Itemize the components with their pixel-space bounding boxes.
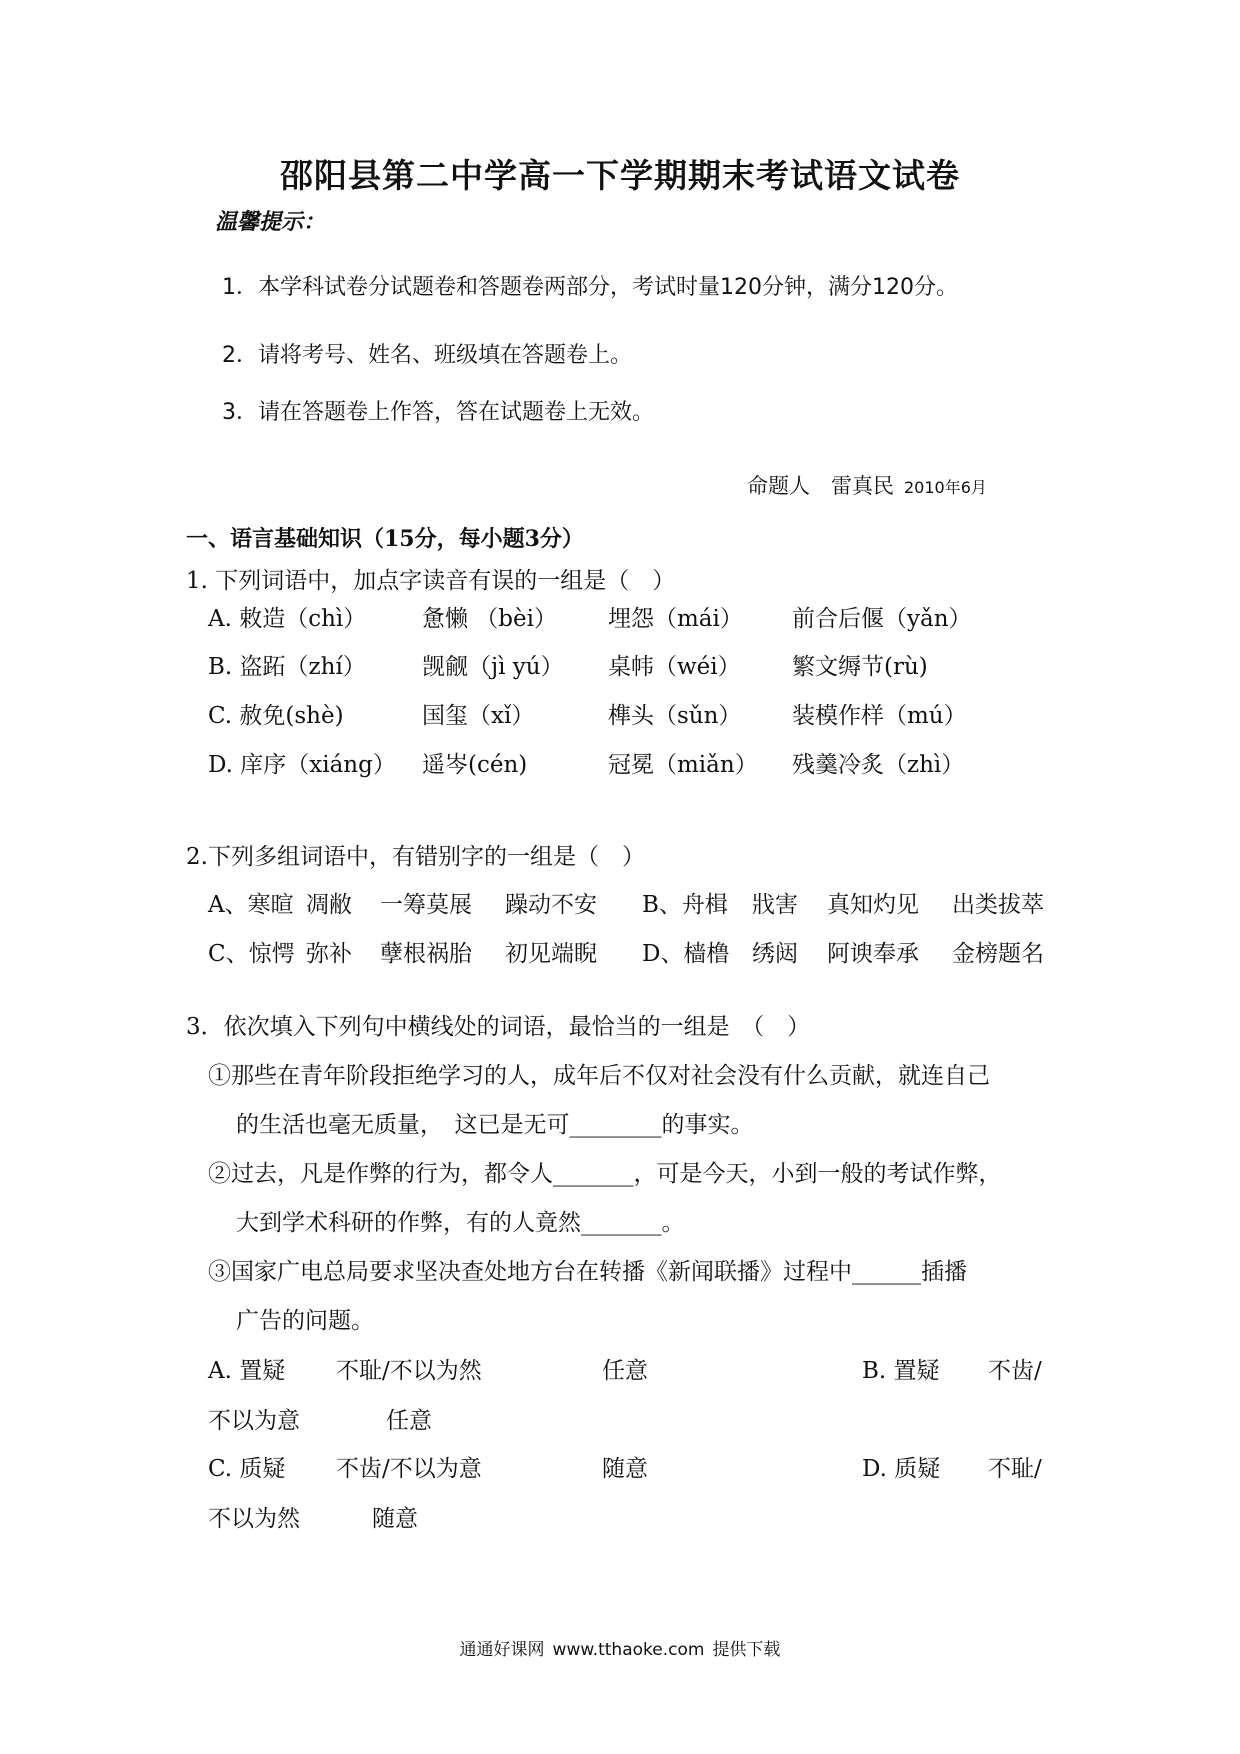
q2-row2-1: C、惊愕 bbox=[208, 941, 295, 967]
q3-stem: 3．依次填入下列句中横线处的词语，最恰当的一组是 （ ） bbox=[186, 1014, 811, 1040]
q3-option-a-3: 任意 bbox=[602, 1358, 648, 1384]
q2-row2-8: 金榜题名 bbox=[952, 941, 1044, 967]
footer-site-name: 通通好课网 bbox=[459, 1640, 545, 1660]
q2-stem: 2.下列多组词语中，有错别字的一组是（ ） bbox=[186, 844, 645, 870]
q2-row2-4: 初见端睨 bbox=[505, 941, 597, 967]
q3-option-a-2: 不耻/不以为然 bbox=[336, 1358, 482, 1384]
footer-note: 提供下载 bbox=[712, 1640, 781, 1660]
exam-title: 邵阳县第二中学高一下学期期末考试语文试卷 bbox=[280, 156, 960, 195]
q1-row-c-2: 国玺（xǐ） bbox=[422, 703, 535, 729]
q2-row2-3: 孽根祸胎 bbox=[380, 941, 472, 967]
q2-row1-8: 出类拔萃 bbox=[952, 892, 1044, 918]
q2-row2-2: 弥补 bbox=[306, 941, 352, 967]
footer-url[interactable]: www.tthaoke.com bbox=[552, 1640, 705, 1660]
q1-row-d-1: D. 庠序（xiáng） bbox=[208, 752, 396, 778]
q2-row1-7: 真知灼见 bbox=[827, 892, 919, 918]
note-3: 3．请在答题卷上作答，答在试题卷上无效。 bbox=[222, 400, 654, 425]
q3-sentence-3b: 广告的问题。 bbox=[236, 1308, 374, 1334]
q3-option-c-1: C. 质疑 bbox=[208, 1456, 286, 1482]
section-heading: 一、语言基础知识（15分，每小题3分） bbox=[186, 526, 584, 552]
q3-option-c-3: 随意 bbox=[602, 1456, 648, 1482]
q3-sentence-1a: ①那些在青年阶段拒绝学习的人，成年后不仅对社会没有什么贡献，就连自己 bbox=[208, 1063, 990, 1089]
q1-row-c-1: C. 赦免(shè) bbox=[208, 703, 344, 729]
q1-row-d-3: 冠冕（miǎn） bbox=[608, 752, 758, 778]
q1-row-c-3: 榫头（sǔn） bbox=[608, 703, 742, 729]
q3-option-b-4: 任意 bbox=[386, 1408, 432, 1434]
q1-row-a-1: A. 敕造（chì） bbox=[208, 606, 367, 632]
q3-option-b-1: B. 置疑 bbox=[862, 1358, 940, 1384]
q1-row-d-4: 残羹冷炙（zhì） bbox=[792, 752, 965, 778]
footer bbox=[0, 1635, 1240, 1660]
author-line bbox=[747, 470, 987, 500]
q3-option-d-3: 不以为然 bbox=[208, 1506, 300, 1532]
q1-row-b-2: 觊觎（jì yú） bbox=[422, 654, 564, 680]
q2-row2-7: 阿谀奉承 bbox=[827, 941, 919, 967]
author-label: 命题人 雷真民 bbox=[747, 474, 894, 498]
q3-option-d-2: 不耻/ bbox=[988, 1456, 1042, 1482]
q3-option-a-1: A. 置疑 bbox=[208, 1358, 286, 1384]
q3-option-b-3: 不以为意 bbox=[208, 1408, 300, 1434]
q2-row1-2: 凋敝 bbox=[306, 892, 352, 918]
q2-row1-6: 戕害 bbox=[752, 892, 798, 918]
q3-sentence-2a: ②过去，凡是作弊的行为，都令人_______，可是今天，小到一般的考试作弊， bbox=[208, 1161, 1002, 1187]
q1-row-a-2: 惫懒 （bèi） bbox=[422, 606, 558, 632]
q3-sentence-2b: 大到学术科研的作弊，有的人竟然_______。 bbox=[236, 1210, 685, 1236]
q3-option-b-2: 不齿/ bbox=[988, 1358, 1042, 1384]
q1-row-a-4: 前合后偃（yǎn） bbox=[792, 606, 972, 632]
q2-row1-1: A、寒暄 bbox=[208, 892, 294, 918]
q3-option-d-4: 随意 bbox=[372, 1506, 418, 1532]
q1-row-b-4: 繁文缛节(rù) bbox=[792, 654, 928, 680]
hint-label: 温馨提示： bbox=[215, 209, 326, 235]
q1-row-c-4: 装模作样（mú） bbox=[792, 703, 967, 729]
q2-row1-3: 一筹莫展 bbox=[380, 892, 472, 918]
q1-row-d-2: 遥岑(cén) bbox=[422, 752, 528, 778]
author-date: 2010年6月 bbox=[904, 478, 987, 497]
q3-option-c-2: 不齿/不以为意 bbox=[336, 1456, 482, 1482]
q2-row2-5: D、樯橹 bbox=[642, 941, 730, 967]
q2-row2-6: 绣闼 bbox=[752, 941, 798, 967]
q3-option-d-1: D. 质疑 bbox=[862, 1456, 941, 1482]
q1-row-a-3: 埋怨（mái） bbox=[608, 606, 743, 632]
q1-row-b-3: 桌帏（wéi） bbox=[608, 654, 741, 680]
q2-row1-5: B、舟楫 bbox=[642, 892, 728, 918]
q1-row-b-1: B. 盗跖（zhí） bbox=[208, 654, 366, 680]
q2-row1-4: 躁动不安 bbox=[505, 892, 597, 918]
note-1: 1．本学科试卷分试题卷和答题卷两部分，考试时量120分钟，满分120分。 bbox=[222, 275, 958, 300]
q3-sentence-1b: 的生活也毫无质量， 这已是无可________的事实。 bbox=[236, 1112, 754, 1138]
q1-stem: 1. 下列词语中，加点字读音有误的一组是（ ） bbox=[186, 568, 676, 594]
q3-sentence-3a: ③国家广电总局要求坚决查处地方台在转播《新闻联播》过程中______插播 bbox=[208, 1259, 967, 1285]
note-2: 2．请将考号、姓名、班级填在答题卷上。 bbox=[222, 343, 632, 368]
